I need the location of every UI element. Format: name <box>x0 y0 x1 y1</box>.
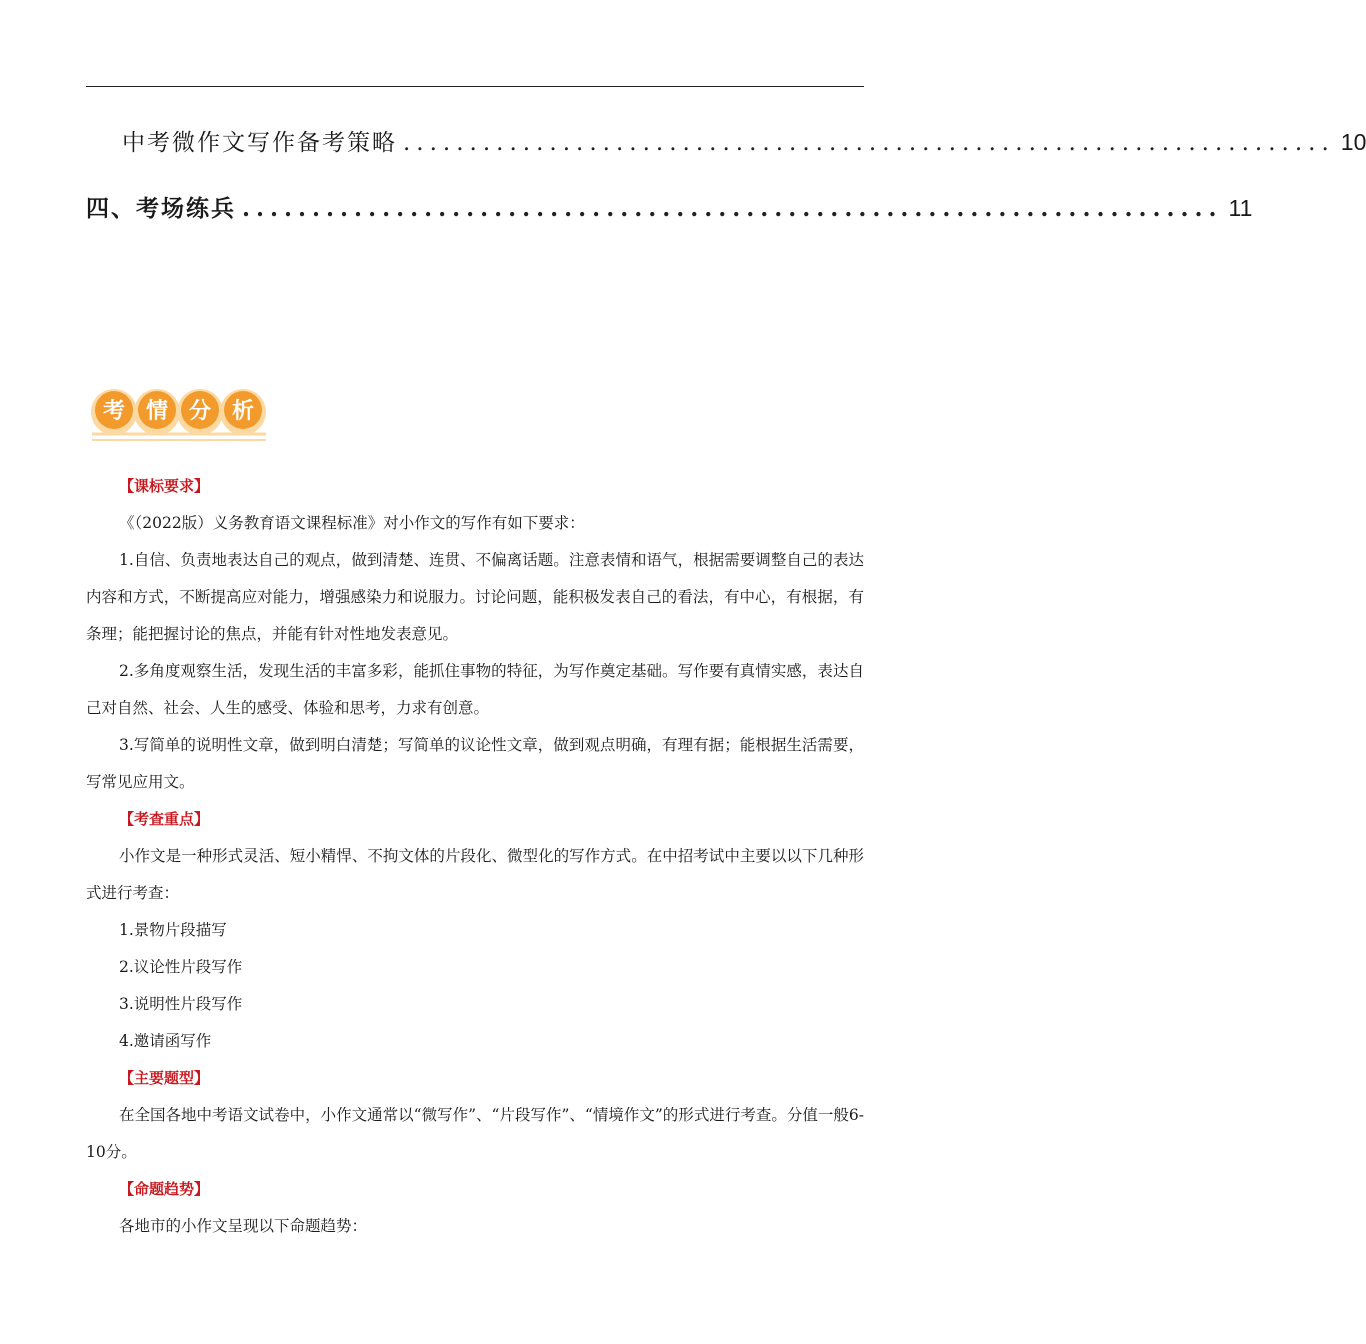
banner-char: 情 <box>145 399 169 424</box>
toc-leader-dots: ...................................................................... <box>403 130 1335 156</box>
section-heading-key-points: 【考查重点】 <box>119 810 210 828</box>
toc-entry-strategy[interactable] <box>86 124 1366 157</box>
toc-leader-dots: ...................................................................... <box>242 195 1223 222</box>
toc-entry-title: 中考微作文写作备考策略 <box>122 130 397 156</box>
toc-entry-page: 10 <box>1340 129 1366 155</box>
paragraph-curriculum-intro: 《（2022版）义务教育语文课程标准》对小作文的写作有如下要求： <box>119 514 585 532</box>
list-item: 2.议论性片段写作 <box>119 958 243 976</box>
section-heading-trends: 【命题趋势】 <box>119 1180 210 1198</box>
banner-char: 析 <box>231 399 255 424</box>
paragraph-requirement-1: 1.自信、负责地表达自己的观点，做到清楚、连贯、不偏离话题。注意表情和语气，根据需要调整自己的表达内容和方式，不断提高应对能力，增强感染力和说服力。讨论问题，能积极发表自己的看法，有中心，有根据，有条理；能把握讨论的焦点，并能有针对性地发表意见。 <box>86 551 864 643</box>
section-banner-exam-analysis <box>88 384 270 448</box>
toc-entry-page: 11 <box>1228 195 1253 221</box>
list-item: 3.说明性片段写作 <box>119 995 243 1013</box>
banner-char: 考 <box>102 399 126 424</box>
paragraph-requirement-2: 2.多角度观察生活，发现生活的丰富多彩，能抓住事物的特征，为写作奠定基础。写作要有真情实感，表达自己对自然、社会、人生的感受、体验和思考，力求有创意。 <box>86 662 864 717</box>
paragraph-requirement-3: 3.写简单的说明性文章，做到明白清楚；写简单的议论性文章，做到观点明确，有理有据；能根据生活需要，写常见应用文。 <box>86 736 864 791</box>
list-item: 1.景物片段描写 <box>119 921 227 939</box>
banner-char: 分 <box>188 399 212 424</box>
section-heading-question-types: 【主要题型】 <box>119 1069 210 1087</box>
toc-entry-practice[interactable] <box>86 190 1253 223</box>
list-item: 4.邀请函写作 <box>119 1032 212 1050</box>
paragraph-key-points-intro: 小作文是一种形式灵活、短小精悍、不拘文体的片段化、微型化的写作方式。在中招考试中主要以以下几种形式进行考查： <box>86 847 864 902</box>
section-heading-curriculum: 【课标要求】 <box>119 477 210 495</box>
paragraph-trends: 各地市的小作文呈现以下命题趋势： <box>119 1217 368 1235</box>
document-body <box>86 468 864 1245</box>
paragraph-question-types: 在全国各地中考语文试卷中，小作文通常以“微写作”、“片段写作”、“情境作文”的形式进行考查。分值一般6-10分。 <box>86 1106 864 1161</box>
toc-entry-title: 四、考场练兵 <box>86 195 236 222</box>
header-rule <box>86 86 864 87</box>
